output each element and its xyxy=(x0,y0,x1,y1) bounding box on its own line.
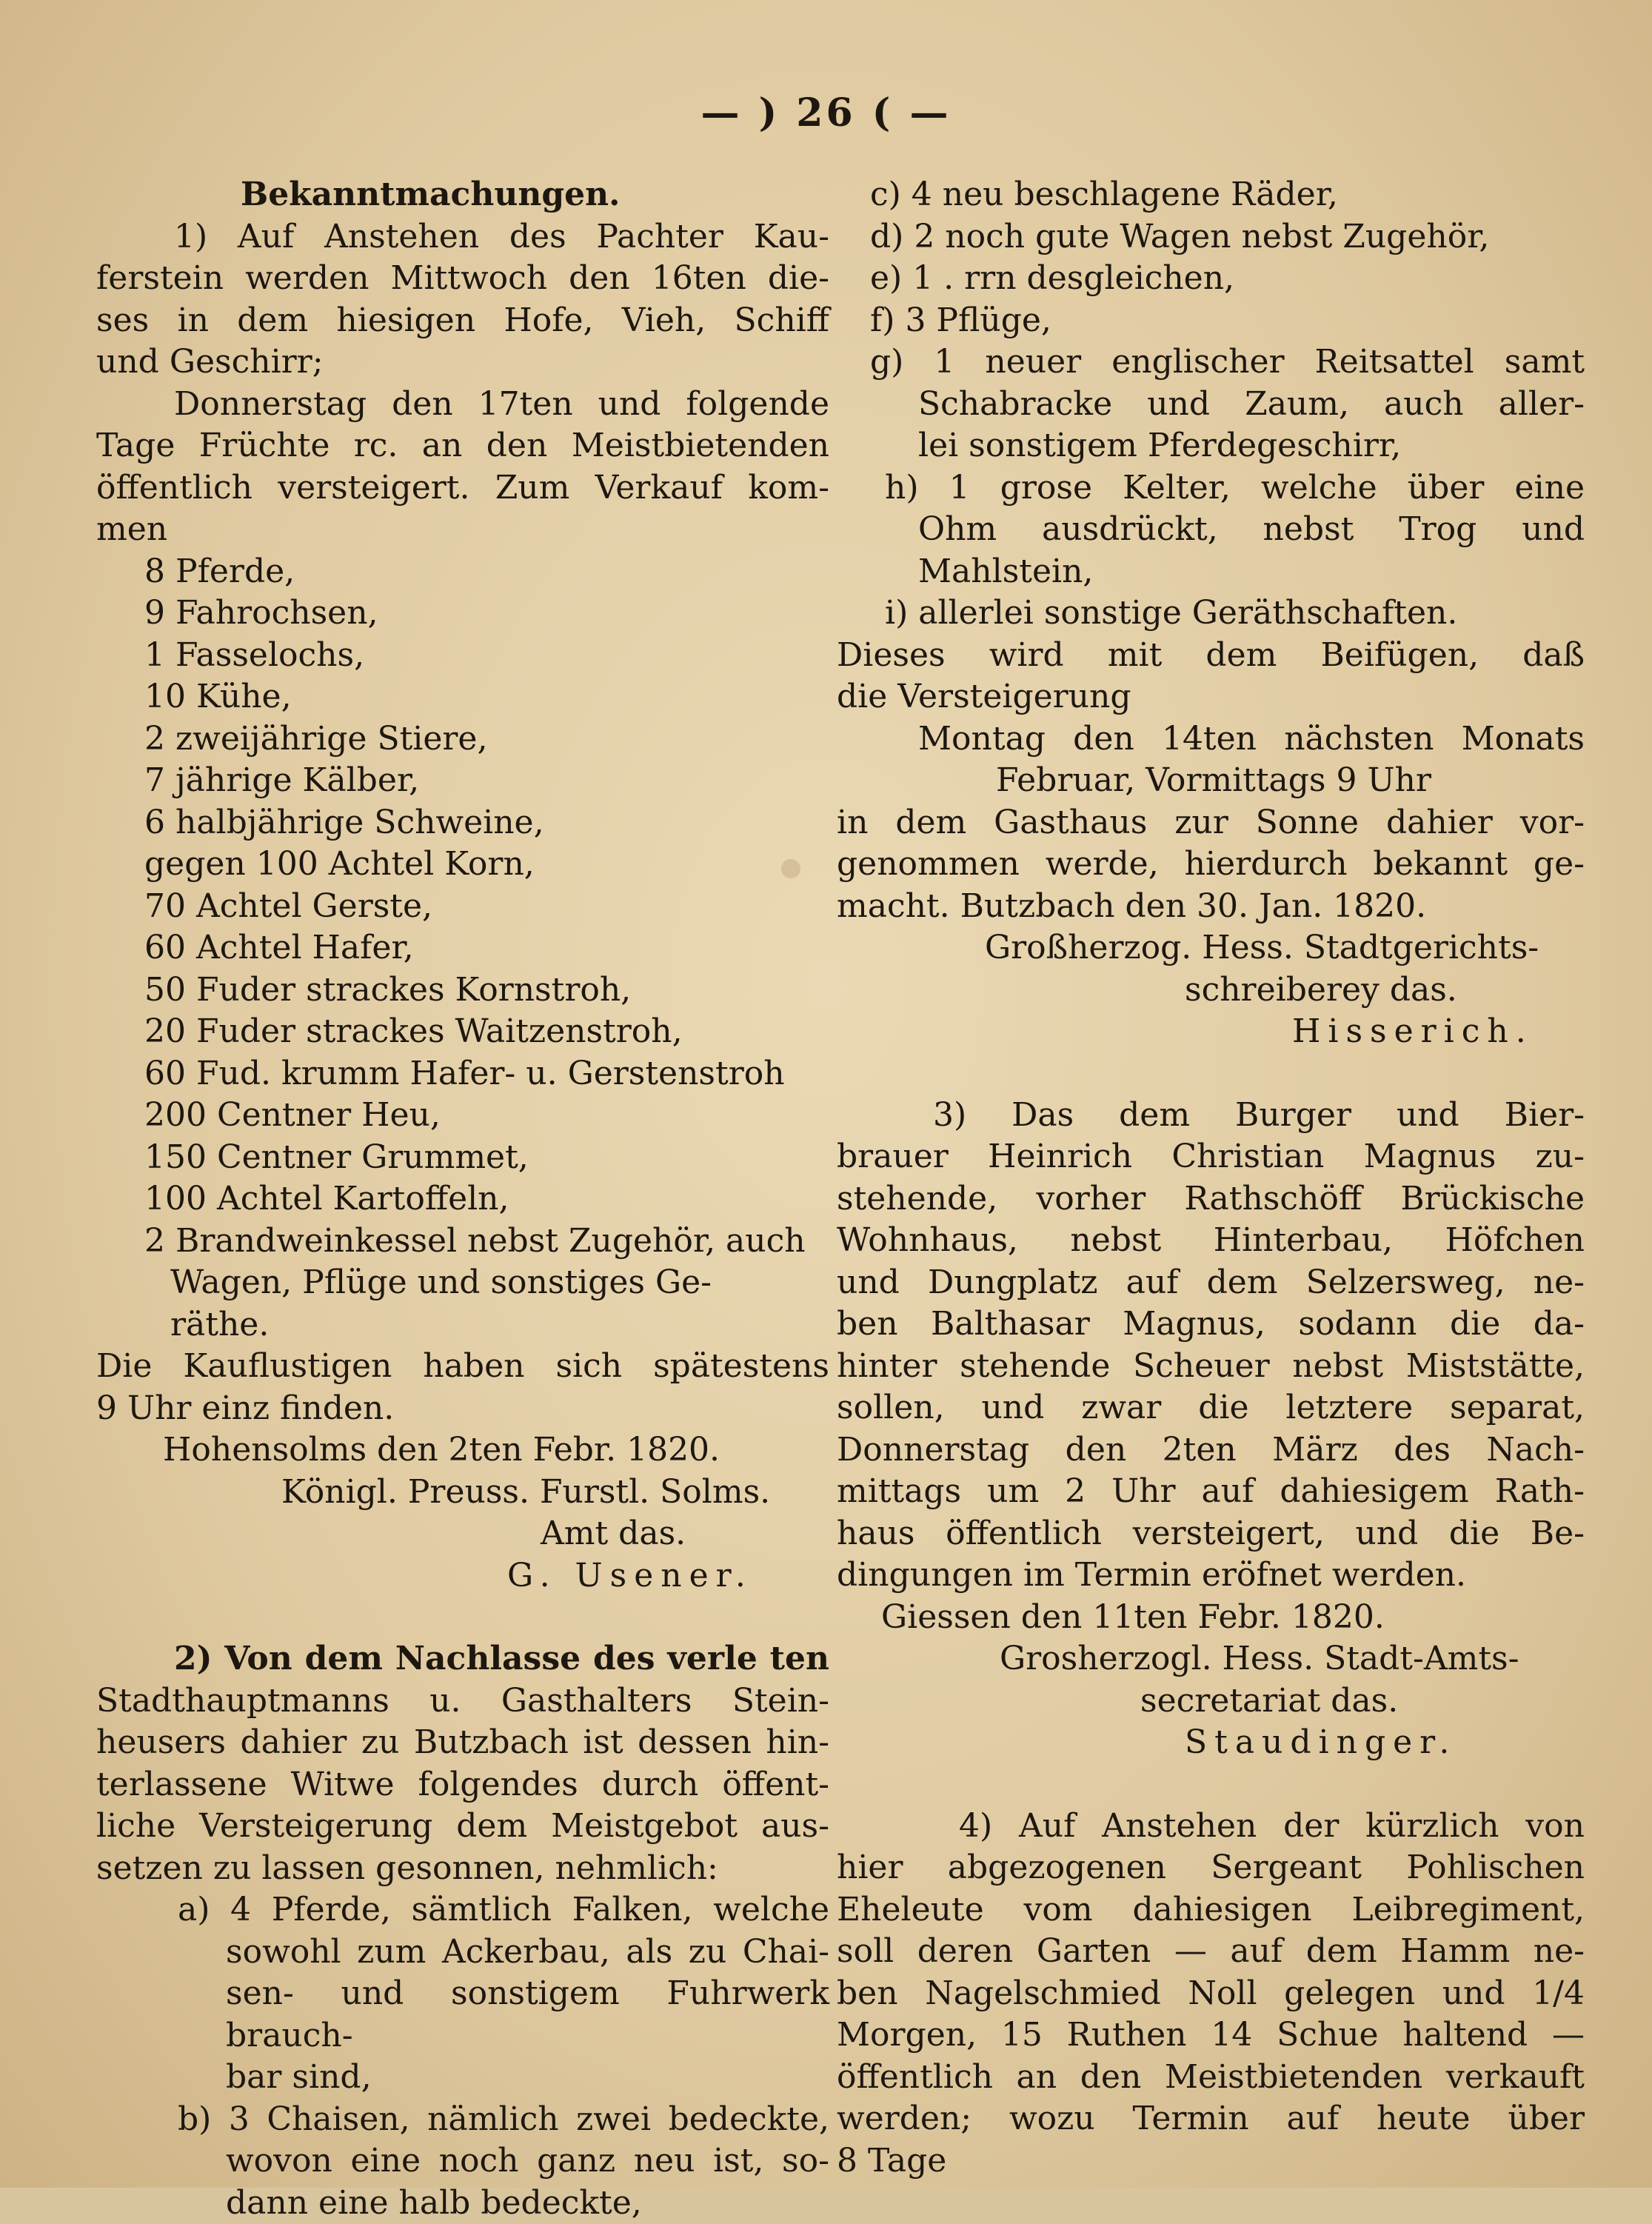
list-item: h) 1 grose Kelter, welche über eine xyxy=(837,467,1585,510)
text-line: werden; wozu Termin auf heute über xyxy=(837,2098,1585,2140)
issuing-office: Grosherzogl. Hess. Stadt-Amts- xyxy=(837,1638,1585,1680)
text-line: heusers dahier zu Butzbach ist dessen hin- xyxy=(96,1722,829,1764)
text-line: 9 Uhr einz finden. xyxy=(96,1388,829,1430)
list-item-continuation: bar sind, xyxy=(96,2057,829,2099)
list-item: e) 1 . rrn desgleichen, xyxy=(837,258,1585,300)
text-line: ferstein werden Mittwoch den 16ten die- xyxy=(96,258,829,300)
text-line: ses in dem hiesigen Hofe, Vieh, Schiff xyxy=(96,300,829,342)
text-line: Donnerstag den 2ten März des Nach- xyxy=(837,1429,1585,1472)
list-item-continuation: dann eine halb bedeckte, xyxy=(96,2183,829,2224)
text-line: öffentlich an den Meistbietenden verkauft xyxy=(837,2057,1585,2099)
notice-2-continued xyxy=(837,174,1585,1053)
signature: Staudinger. xyxy=(837,1722,1585,1764)
list-item: a) 4 Pferde, sämtlich Falken, welche xyxy=(96,1889,829,1931)
text-line: Wohnhaus, nebst Hinterbau, Höfchen xyxy=(837,1220,1585,1262)
list-item-continuation: Wagen, Pflüge und sonstiges Ge- xyxy=(96,1262,829,1304)
text-line: soll deren Garten — auf dem Hamm ne- xyxy=(837,1931,1585,1973)
text-line: und Dungplatz auf dem Selzersweg, ne- xyxy=(837,1262,1585,1304)
list-item: 2 zweijährige Stiere, xyxy=(96,718,829,761)
text-line: öffentlich versteigert. Zum Verkauf kom- xyxy=(96,467,829,510)
text-line: Morgen, 15 Ruthen 14 Schue haltend — xyxy=(837,2014,1585,2057)
list-item-continuation: Schabracke und Zaum, auch aller- xyxy=(837,384,1585,426)
list-item: 2 Brandweinkessel nebst Zugehör, auch xyxy=(96,1220,829,1263)
text-line: Die Kauflustigen haben sich spätestens xyxy=(96,1346,829,1388)
text-line: Eheleute vom dahiesigen Leibregiment, xyxy=(837,1889,1585,1931)
list-item-continuation: Mahlstein, xyxy=(837,551,1585,593)
notice-4 xyxy=(837,1806,1585,2183)
list-item: f) 3 Pflüge, xyxy=(837,300,1585,342)
list-item-continuation: sowohl zum Ackerbau, als zu Chai- xyxy=(96,1931,829,1974)
notice-2 xyxy=(96,1638,829,2224)
text-line: men xyxy=(96,509,829,551)
text-line: Stadthauptmanns u. Gasthalters Stein- xyxy=(96,1680,829,1723)
signature: Hisserich. xyxy=(837,1011,1585,1053)
list-item: 20 Fuder strackes Waitzenstroh, xyxy=(96,1011,829,1053)
spacer xyxy=(96,1597,829,1638)
list-item: b) 3 Chaisen, nämlich zwei bedeckte, xyxy=(96,2099,829,2141)
text-line: genommen werde, hierdurch bekannt ge- xyxy=(837,844,1585,886)
text-line: liche Versteigerung dem Meistgebot aus- xyxy=(96,1806,829,1848)
list-item: 8 Pferde, xyxy=(96,551,829,593)
spacer xyxy=(837,1764,1585,1806)
section-heading: Bekanntmachungen. xyxy=(96,174,829,216)
text-line: hier abgezogenen Sergeant Pohlischen xyxy=(837,1847,1585,1889)
list-item: 7 jährige Kälber, xyxy=(96,760,829,802)
item-list xyxy=(96,551,829,1346)
text-line: Montag den 14ten nächsten Monats xyxy=(837,718,1585,761)
text-line: hinter stehende Scheuer nebst Miststätte, xyxy=(837,1346,1585,1388)
text-line: ben Nagelschmied Noll gelegen und 1/4 xyxy=(837,1973,1585,2015)
list-item: 1 Fasselochs, xyxy=(96,635,829,677)
list-item: 200 Centner Heu, xyxy=(96,1095,829,1137)
list-item: 10 Kühe, xyxy=(96,676,829,718)
text-line: Dieses wird mit dem Beifügen, daß xyxy=(837,635,1585,677)
text-line: 3) Das dem Burger und Bier- xyxy=(837,1095,1585,1137)
issuing-office-line2: schreiberey das. xyxy=(837,969,1585,1012)
list-item-continuation: Ohm ausdrückt, nebst Trog und xyxy=(837,509,1585,551)
list-item: 100 Achtel Kartoffeln, xyxy=(96,1178,829,1220)
text-line: sollen, und zwar die letztere separat, xyxy=(837,1387,1585,1429)
text-line: macht. Butzbach den 30. Jan. 1820. xyxy=(837,886,1585,928)
list-item: 70 Achtel Gerste, xyxy=(96,886,829,928)
text-line: 4) Auf Anstehen der kürzlich von xyxy=(837,1806,1585,1848)
text-line: dingungen im Termin eröfnet werden. xyxy=(837,1555,1585,1597)
issuing-office-line2: Amt das. xyxy=(96,1513,829,1555)
list-item-continuation: wovon eine noch ganz neu ist, so- xyxy=(96,2140,829,2183)
signature: G. Usener. xyxy=(96,1555,829,1597)
text-line: 1) Auf Anstehen des Pachter Kau- xyxy=(96,216,829,258)
list-item: i) allerlei sonstige Geräthschaften. xyxy=(837,592,1585,635)
text-line: die Versteigerung xyxy=(837,676,1585,718)
issuing-office-line2: secretariat das. xyxy=(837,1680,1585,1723)
text-line: terlassene Witwe folgendes durch öffent- xyxy=(96,1764,829,1806)
text-line: ben Balthasar Magnus, sodann die da- xyxy=(837,1303,1585,1346)
list-item-continuation: sen- und sonstigem Fuhrwerk brauch- xyxy=(96,1973,829,2057)
list-item: 60 Fud. krumm Hafer- u. Gerstenstroh xyxy=(96,1053,829,1095)
text-line: haus öffentlich versteigert, und die Be- xyxy=(837,1513,1585,1555)
text-line: in dem Gasthaus zur Sonne dahier vor- xyxy=(837,802,1585,844)
list-item: c) 4 neu beschlagene Räder, xyxy=(837,174,1585,216)
right-column xyxy=(837,174,1585,2182)
text-line: Donnerstag den 17ten und folgende xyxy=(96,384,829,426)
list-item: g) 1 neuer englischer Reitsattel samt xyxy=(837,341,1585,384)
notice-date: Giessen den 11ten Febr. 1820. xyxy=(837,1597,1585,1639)
text-line: stehende, vorher Rathschöff Brückische xyxy=(837,1178,1585,1220)
notice-date: Hohensolms den 2ten Febr. 1820. xyxy=(96,1429,829,1472)
list-item: 9 Fahrochsen, xyxy=(96,592,829,635)
text-line: Februar, Vormittags 9 Uhr xyxy=(837,760,1585,802)
text-line: mittags um 2 Uhr auf dahiesigem Rath- xyxy=(837,1471,1585,1513)
list-item: 6 halbjährige Schweine, xyxy=(96,802,829,844)
text-line: setzen zu lassen gesonnen, nehmlich: xyxy=(96,1848,829,1890)
notice-1 xyxy=(96,216,829,1597)
issuing-office: Großherzog. Hess. Stadtgerichts- xyxy=(837,927,1585,969)
left-column xyxy=(96,174,829,2224)
list-item-continuation: räthe. xyxy=(96,1304,829,1346)
list-item: d) 2 noch gute Wagen nebst Zugehör, xyxy=(837,216,1585,258)
list-item: 50 Fuder strackes Kornstroh, xyxy=(96,969,829,1012)
page-number: — ) 26 ( — xyxy=(0,90,1652,136)
notice-3 xyxy=(837,1095,1585,1764)
text-line: brauer Heinrich Christian Magnus zu- xyxy=(837,1136,1585,1178)
list-item: 150 Centner Grummet, xyxy=(96,1137,829,1179)
list-item-continuation: lei sonstigem Pferdegeschirr, xyxy=(837,425,1585,467)
text-line: und Geschirr; xyxy=(96,341,829,384)
spacer xyxy=(837,1053,1585,1095)
text-line: Tage Früchte rc. an den Meistbietenden xyxy=(96,425,829,467)
list-item: 60 Achtel Hafer, xyxy=(96,927,829,969)
list-item: gegen 100 Achtel Korn, xyxy=(96,844,829,886)
issuing-office: Königl. Preuss. Furstl. Solms. xyxy=(96,1472,829,1514)
catchword: 8 Tage xyxy=(837,2140,1585,2183)
text-line: 2) Von dem Nachlasse des verle ten xyxy=(96,1638,829,1680)
